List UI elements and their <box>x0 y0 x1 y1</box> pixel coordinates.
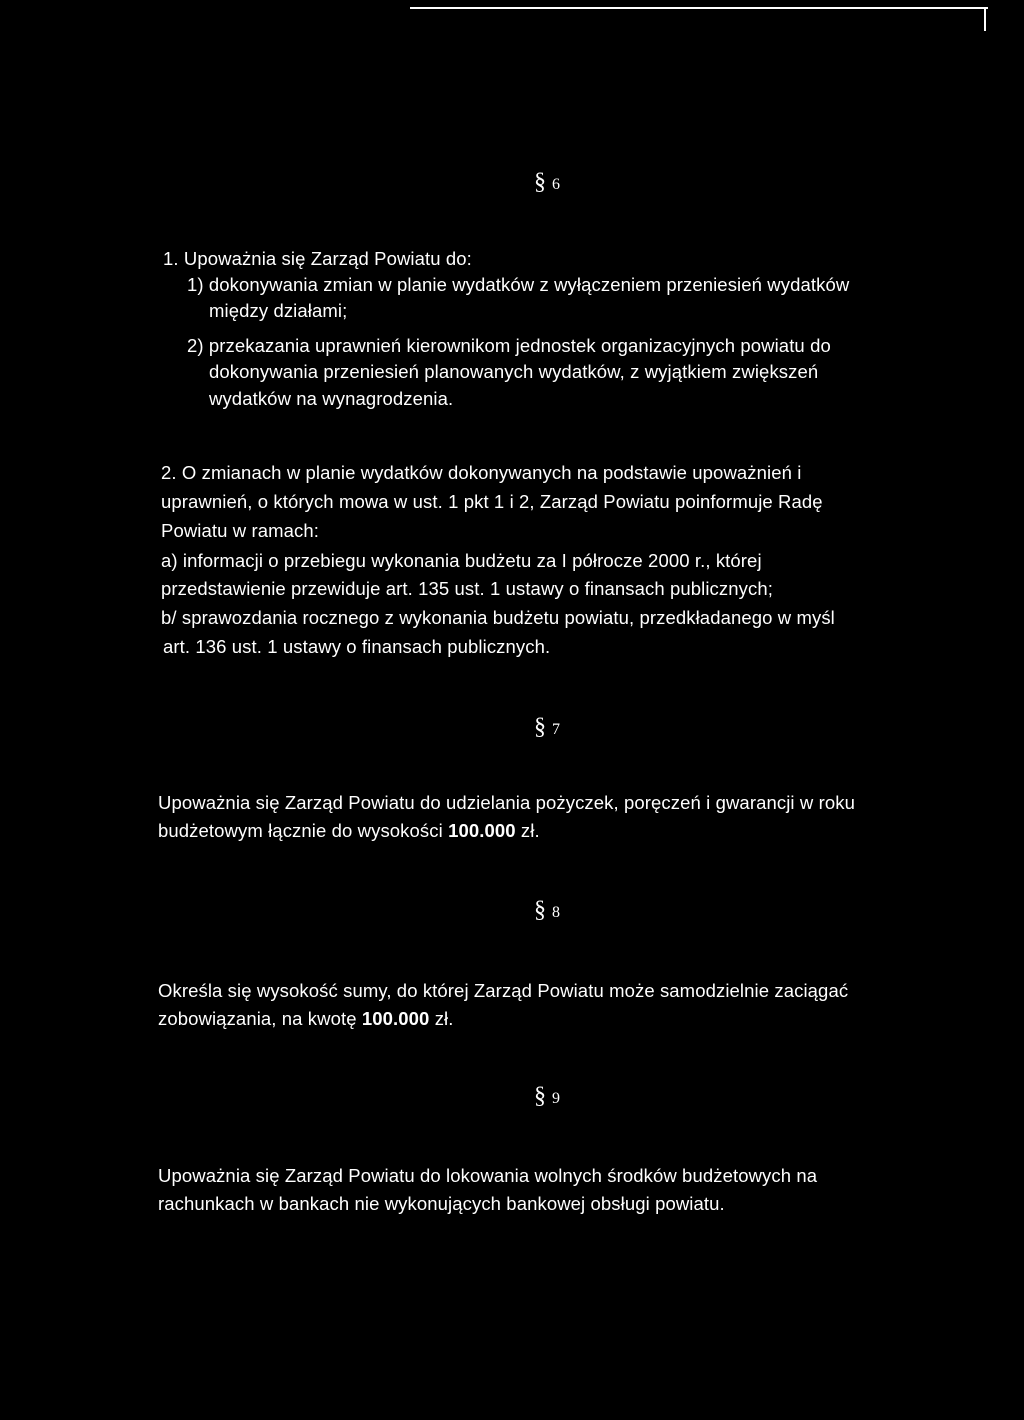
s8-line-2-text: zobowiązania, na kwotę <box>158 1008 362 1029</box>
s6-item-2-line-3: wydatków na wynagrodzenia. <box>209 388 454 409</box>
s7-line-1: Upoważnia się Zarząd Powiatu do udzielania pożyczek, poręczeń i gwarancji w roku <box>158 792 855 813</box>
top-rule <box>410 7 988 9</box>
section-6-heading <box>534 171 560 196</box>
s7-currency: zł. <box>515 820 540 841</box>
s7-line-2-text: budżetowym łącznie do wysokości <box>158 820 449 841</box>
s6-para-2-line-1: 2. O zmianach w planie wydatków dokonywanych na podstawie upoważnień i <box>161 462 802 483</box>
s8-currency: zł. <box>429 1008 454 1029</box>
s7-amount: 100.000 <box>448 820 516 841</box>
section-number: 8 <box>552 904 560 921</box>
s6-item-a-line-2: przedstawienie przewiduje art. 135 ust. 1 ustawy o finansach publicznych; <box>161 578 773 599</box>
s6-para-1-intro: 1. Upoważnia się Zarząd Powiatu do: <box>163 248 472 269</box>
section-sign: § <box>534 1083 546 1109</box>
s8-line-1: Określa się wysokość sumy, do której Zarząd Powiatu może samodzielnie zaciągać <box>158 980 849 1001</box>
section-number: 9 <box>552 1090 560 1107</box>
top-rule-corner <box>984 7 986 31</box>
s8-amount: 100.000 <box>361 1008 430 1029</box>
s6-item-a-line-1: a) informacji o przebiegu wykonania budżetu za I półrocze 2000 r., której <box>161 550 762 571</box>
section-7-heading <box>534 716 560 741</box>
s6-item-1-line-1: 1) dokonywania zmian w planie wydatków z wyłączeniem przeniesień wydatków <box>187 274 850 295</box>
section-number: 7 <box>552 721 560 738</box>
s6-item-2-line-2: dokonywania przeniesień planowanych wydatków, z wyjątkiem zwiększeń <box>209 361 819 382</box>
s9-line-2: rachunkach w bankach nie wykonujących bankowej obsługi powiatu. <box>158 1193 725 1214</box>
s6-item-b-line-2: art. 136 ust. 1 ustawy o finansach publicznych. <box>163 636 551 657</box>
section-number: 6 <box>552 176 560 193</box>
s8-line-2 <box>158 1008 454 1030</box>
s9-line-1: Upoważnia się Zarząd Powiatu do lokowania wolnych środków budżetowych na <box>158 1165 818 1186</box>
section-sign: § <box>534 169 546 195</box>
section-8-heading <box>534 899 560 924</box>
s6-item-1-line-2: między działami; <box>209 300 348 321</box>
section-sign: § <box>534 714 546 740</box>
section-sign: § <box>534 897 546 923</box>
s7-line-2 <box>158 820 540 842</box>
section-9-heading <box>534 1085 560 1110</box>
s6-para-2-line-2: uprawnień, o których mowa w ust. 1 pkt 1 i 2, Zarząd Powiatu poinformuje Radę <box>161 491 823 512</box>
s6-item-2-line-1: 2) przekazania uprawnień kierownikom jednostek organizacyjnych powiatu do <box>187 335 831 356</box>
s6-item-b-line-1: b/ sprawozdania rocznego z wykonania budżetu powiatu, przedkładanego w myśl <box>161 607 835 628</box>
s6-para-2-line-3: Powiatu w ramach: <box>161 520 319 541</box>
